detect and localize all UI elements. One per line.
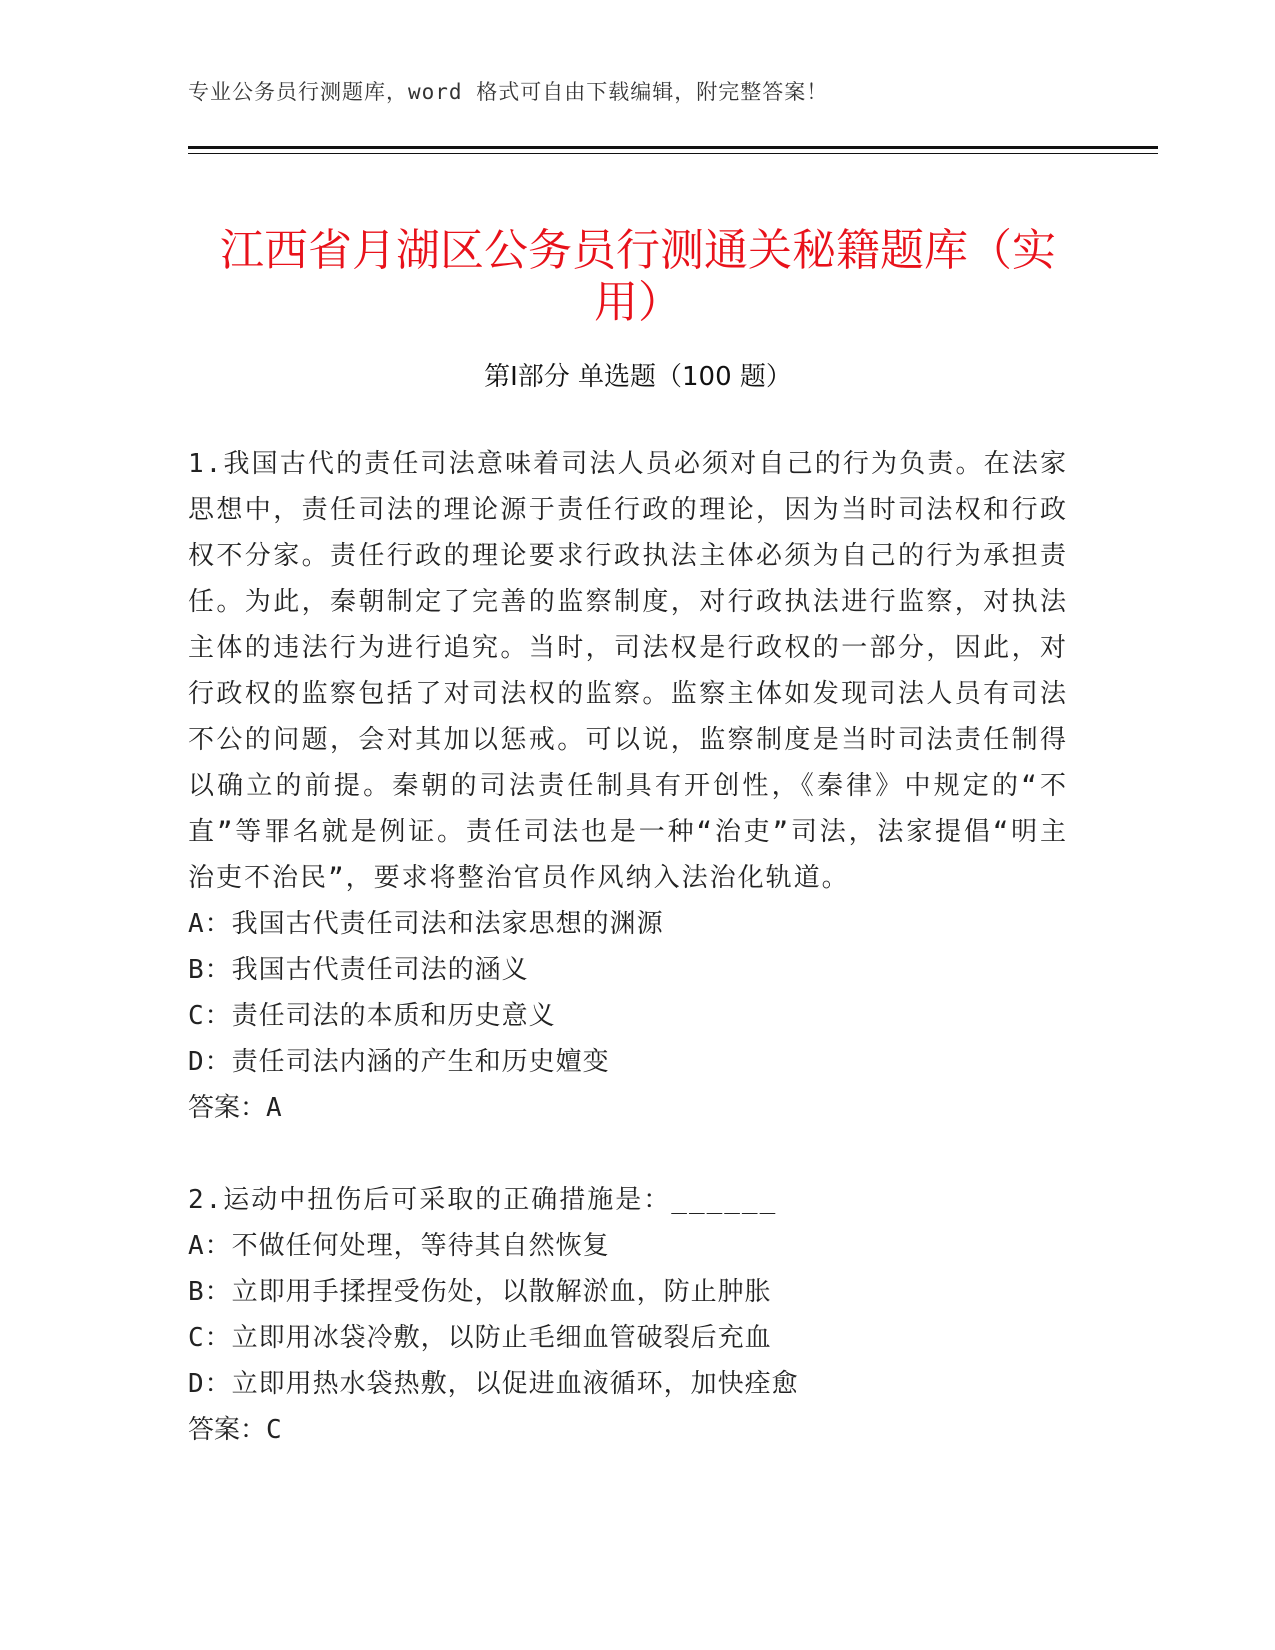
header-note: 专业公务员行测题库，word 格式可自由下载编辑，附完整答案！ [188, 80, 829, 104]
option-c: C：责任司法的本质和历史意义 [188, 1001, 556, 1031]
option-a: A：不做任何处理，等待其自然恢复 [188, 1231, 610, 1261]
question-stem: 1.我国古代的责任司法意味着司法人员必须对自己的行为负责。在法家思想中，责任司法的理论源于责任行政的理论，因为当时司法权和行政权不分家。责任行政的理论要求行政执法主体必须为自己的行为承担责任。为此，秦朝制定了完善的监察制度，对行政执法进行监察，对执法主体的违法行为进行追究。当时，司法权是行政权的一部分，因此，对行政权的监察包括了对司法权的监察。监察主体如发现司法人员有司法不公的问题，会对其加以惩戒。可以说，监察制度是当时司法责任制得以确立的前提。秦朝的司法责任制具有开创性，《秦律》中规定的“不直”等罪名就是例证。责任司法也是一种“治吏”司法，法家提倡“明主治吏不治民”，要求将整治官员作风纳入法治化轨道。 [188, 449, 1068, 893]
answer-line: 答案：C [188, 1415, 282, 1445]
option-d: D：责任司法内涵的产生和历史嬗变 [188, 1047, 610, 1077]
document-title: 江西省月湖区公务员行测通关秘籍题库（实用） [220, 225, 1056, 329]
question-1 [188, 441, 1068, 1131]
answer-line: 答案：A [188, 1093, 282, 1123]
option-d: D：立即用热水袋热敷，以促进血液循环，加快痊愈 [188, 1369, 799, 1399]
header-divider-thick [188, 146, 1158, 149]
question-2 [188, 1177, 1068, 1453]
option-a: A：我国古代责任司法和法家思想的渊源 [188, 909, 664, 939]
section-title: 第Ⅰ部分 单选题（100 题） [484, 362, 792, 392]
question-stem: 2.运动中扭伤后可采取的正确措施是：______ [188, 1185, 778, 1215]
header-divider-thin [188, 153, 1158, 154]
questions-container [188, 441, 1068, 1453]
option-b: B：我国古代责任司法的涵义 [188, 955, 529, 985]
option-c: C：立即用冰袋冷敷，以防止毛细血管破裂后充血 [188, 1323, 772, 1353]
option-b: B：立即用手揉捏受伤处，以散解淤血，防止肿胀 [188, 1277, 772, 1307]
